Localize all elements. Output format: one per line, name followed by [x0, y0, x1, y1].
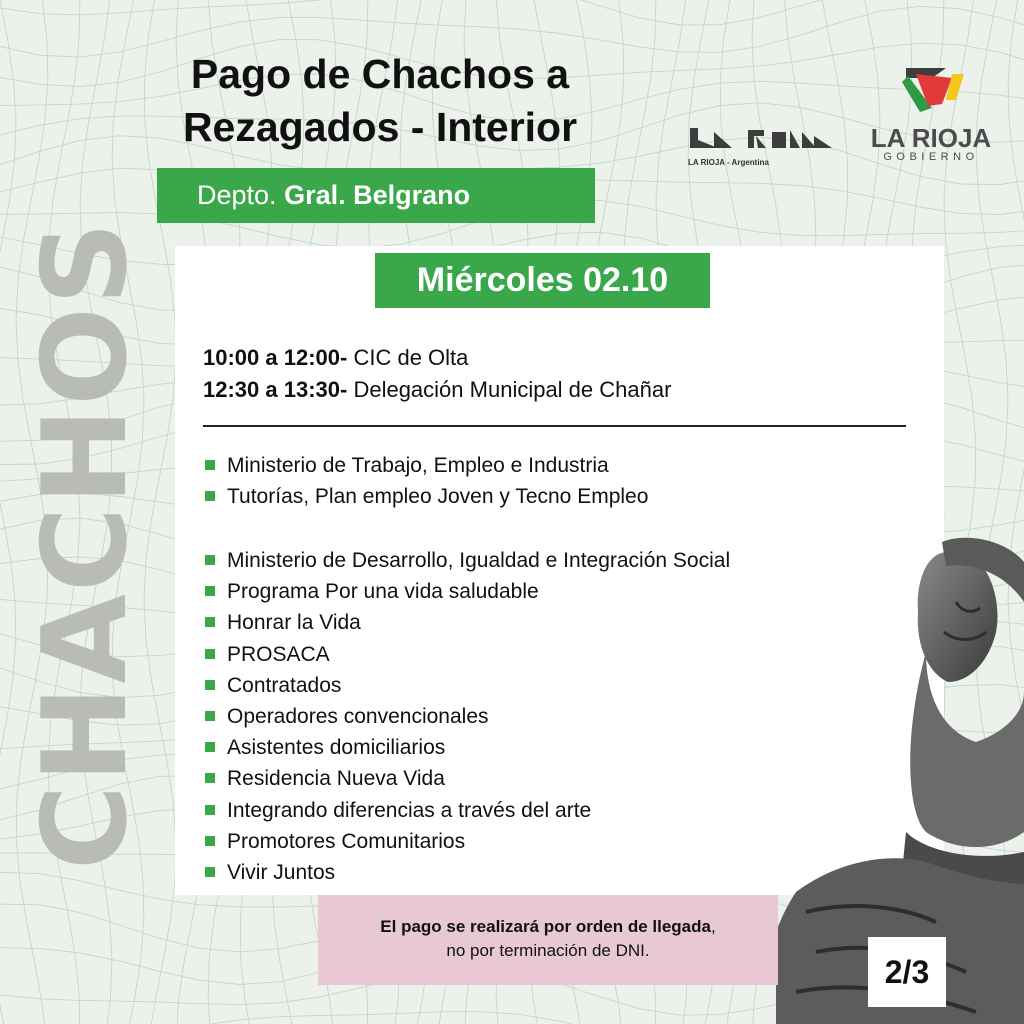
notice-line-2: no por terminación de DNI.	[446, 941, 650, 960]
la-rioja-argentina-subtitle: LA RIOJA - Argentina	[688, 158, 769, 167]
bullet-square-icon	[205, 649, 215, 659]
gobierno-logo-title: LA RIOJA	[870, 123, 992, 153]
bullet-square-icon	[205, 836, 215, 846]
list-item: Promotores Comunitarios	[205, 826, 730, 857]
schedule	[203, 342, 923, 406]
list-item: Honrar la Vida	[205, 607, 730, 638]
bullet-square-icon	[205, 711, 215, 721]
title-line-1: Pago de Chachos a	[190, 51, 570, 97]
divider	[203, 425, 906, 427]
list-item: Operadores convencionales	[205, 701, 730, 732]
schedule-place: Delegación Municipal de Chañar	[353, 377, 672, 402]
schedule-line	[203, 342, 923, 374]
beneficiary-list-trabajo	[205, 450, 648, 512]
list-item: Contratados	[205, 670, 730, 701]
notice-line-1: El pago se realizará por orden de llegada,	[380, 917, 716, 936]
payment-notice	[318, 895, 778, 985]
bullet-square-icon	[205, 617, 215, 627]
bullet-square-icon	[205, 491, 215, 501]
bullet-square-icon	[205, 805, 215, 815]
page-indicator: 2/3	[868, 937, 946, 1007]
bullet-square-icon	[205, 680, 215, 690]
beneficiary-list-desarrollo	[205, 545, 730, 888]
day-badge: Miércoles 02.10	[375, 253, 710, 308]
list-item: PROSACA	[205, 639, 730, 670]
list-item: Ministerio de Trabajo, Empleo e Industria	[205, 450, 648, 481]
department-prefix: Depto.	[197, 180, 277, 210]
list-item: Programa Por una vida saludable	[205, 576, 730, 607]
bullet-square-icon	[205, 460, 215, 470]
gobierno-logo-subtitle: GOBIERNO	[883, 151, 979, 163]
schedule-place: CIC de Olta	[353, 345, 469, 370]
title-line-2: Rezagados - Interior	[182, 104, 578, 150]
schedule-time: 12:30 a 13:30-	[203, 377, 348, 402]
list-item: Asistentes domiciliarios	[205, 732, 730, 763]
schedule-line	[203, 374, 923, 406]
bullet-square-icon	[205, 867, 215, 877]
schedule-time: 10:00 a 12:00-	[203, 345, 348, 370]
list-item: Residencia Nueva Vida	[205, 763, 730, 794]
bullet-square-icon	[205, 555, 215, 565]
bullet-square-icon	[205, 773, 215, 783]
list-item: Integrando diferencias a través del arte	[205, 795, 730, 826]
department-badge	[157, 168, 595, 223]
bullet-square-icon	[205, 586, 215, 596]
list-item: Tutorías, Plan empleo Joven y Tecno Empleo	[205, 481, 648, 512]
department-name: Gral. Belgrano	[284, 180, 471, 210]
bullet-square-icon	[205, 742, 215, 752]
page-title	[70, 48, 690, 154]
list-item: Ministerio de Desarrollo, Igualdad e Integración Social	[205, 545, 730, 576]
list-item: Vivir Juntos	[205, 857, 730, 888]
